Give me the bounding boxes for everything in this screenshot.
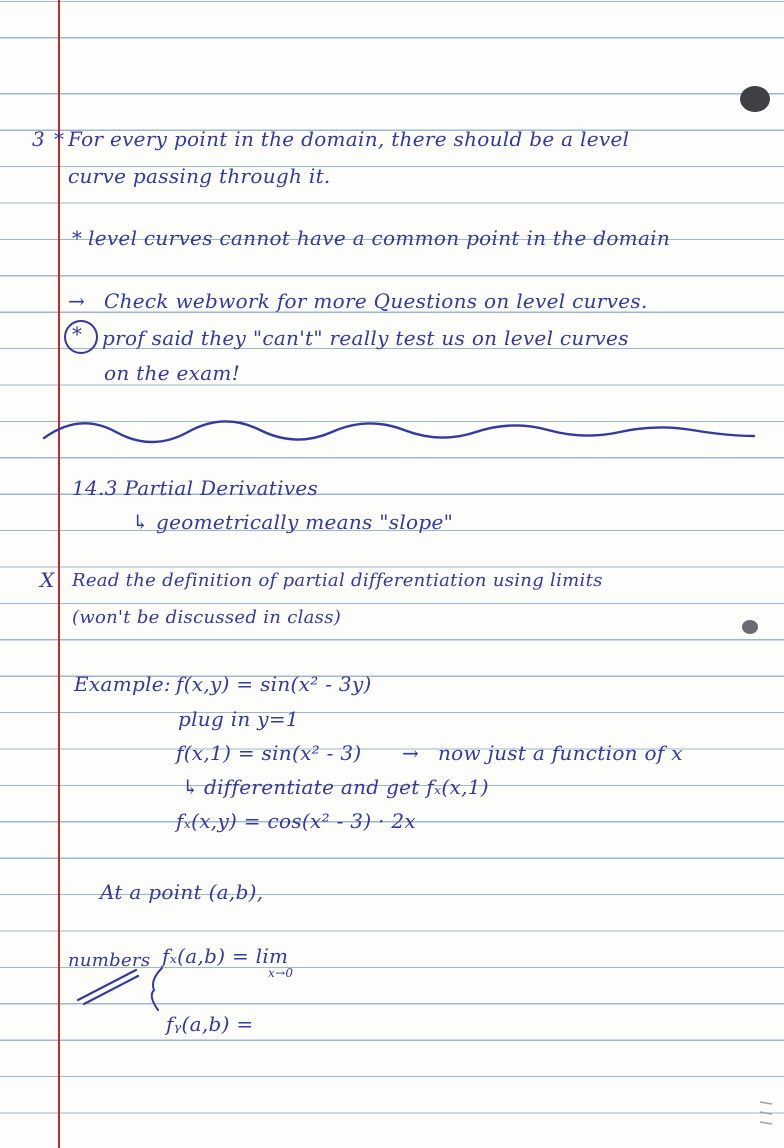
item-number: 3 <box>32 127 46 151</box>
function-of-x-note: now just a function of x <box>438 741 683 765</box>
read-definition-line-1: Read the definition of partial differentiation using limits <box>72 570 603 591</box>
example-label: Example: <box>74 672 171 696</box>
circled-star-glyph: * <box>72 322 83 346</box>
ink-blot <box>740 86 770 112</box>
example-function: f(x,y) = sin(x² - 3y) <box>176 672 372 696</box>
star-marker: * <box>72 226 83 250</box>
prof-said-line-1: prof said they "can't" really test us on level curves <box>102 326 629 350</box>
plugged-function: f(x,1) = sin(x² - 3) <box>176 741 362 765</box>
brace-stroke <box>146 966 166 1016</box>
numbers-label: numbers <box>68 950 151 971</box>
fx-limit-definition: fₓ(a,b) = lim <box>162 944 289 968</box>
limit-subscript: x→0 <box>268 966 294 980</box>
partial-derivative-result: fₓ(x,y) = cos(x² - 3) · 2x <box>176 809 416 833</box>
margin-line <box>58 0 60 1148</box>
hook-arrow-icon: ↳ <box>132 510 150 534</box>
differentiate-step: differentiate and get fₓ(x,1) <box>204 775 489 799</box>
wavy-divider <box>40 410 760 450</box>
plug-in-step: plug in y=1 <box>178 707 299 731</box>
no-common-point-note: level curves cannot have a common point in the domain <box>88 226 671 250</box>
x-marker: X <box>40 568 55 592</box>
read-definition-line-2: (won't be discussed in class) <box>72 607 342 628</box>
at-point-heading: At a point (a,b), <box>100 880 264 904</box>
webwork-note: Check webwork for more Questions on level curves. <box>104 289 648 313</box>
fy-definition: fᵧ(a,b) = <box>166 1012 254 1036</box>
section-title: 14.3 Partial Derivatives <box>72 476 319 500</box>
arrow-icon: → <box>402 741 420 765</box>
section-subtitle: geometrically means "slope" <box>156 510 454 534</box>
star-marker: * <box>54 127 65 151</box>
arrow-icon: → <box>68 289 86 313</box>
domain-point-line-1: For every point in the domain, there should be a level <box>68 127 630 151</box>
corner-pencil-mark <box>756 1096 776 1136</box>
numbers-underline-strokes <box>74 966 144 1006</box>
ink-smudge <box>742 620 758 634</box>
domain-point-line-2: curve passing through it. <box>68 164 331 188</box>
prof-said-line-2: on the exam! <box>104 361 241 385</box>
hook-arrow-icon: ↳ <box>182 775 200 799</box>
